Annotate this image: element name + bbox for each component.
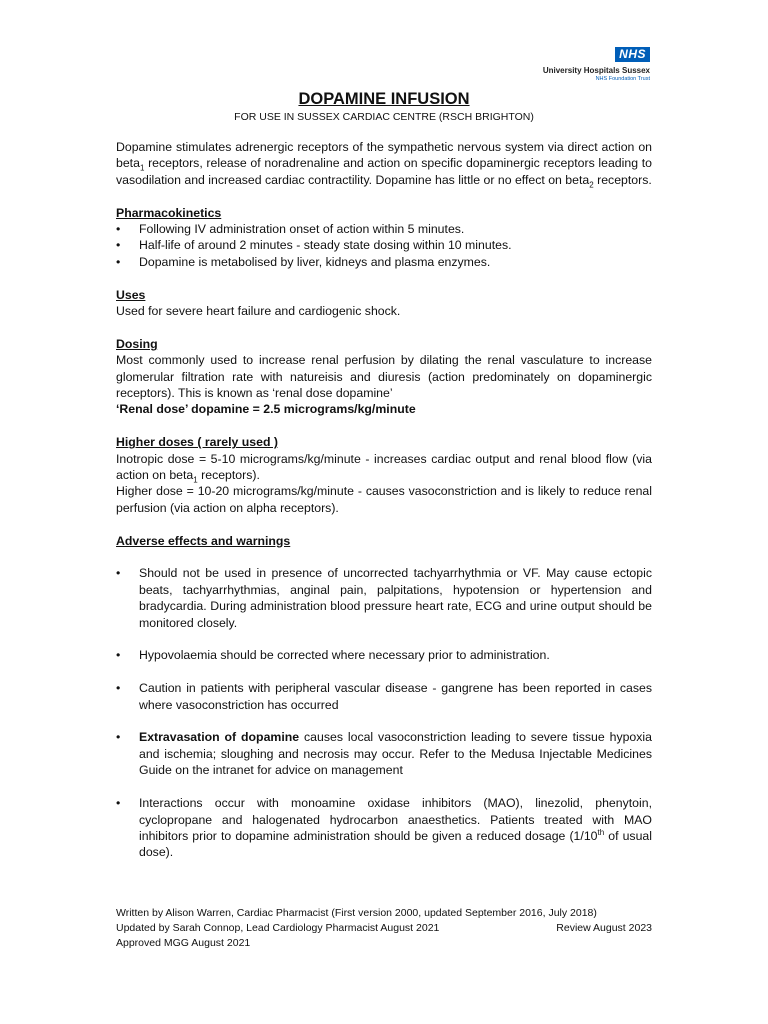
trust-name: University Hospitals Sussex	[542, 66, 650, 75]
dosing-text: Most commonly used to increase renal perfusion by dilating the renal vasculature to increase glomerular filtration rate with natureisis and diuresis (action predominately on dopaminergic receptors). This is known as ‘renal dose dopamine’	[116, 353, 652, 401]
page-subtitle: FOR USE IN SUSSEX CARDIAC CENTRE (RSCH BRIGHTON)	[234, 111, 534, 123]
updated-by: Updated by Sarah Connop, Lead Cardiology Pharmacist August 2021	[116, 922, 440, 934]
list-item: • Extravasation of dopamine causes local vasoconstriction leading to severe tissue hypoxia and ischemia; sloughing and necrosis may occur. Refer to the Medusa Injectable Medicines Guide on the intranet for advice on management	[116, 730, 652, 778]
pharmacokinetics-heading: Pharmacokinetics	[116, 205, 222, 220]
document-footer	[116, 906, 652, 951]
pharmacokinetics-list	[116, 221, 652, 270]
trust-logo	[525, 45, 650, 83]
approved-by: Approved MGG August 2021	[116, 937, 251, 949]
list-item: • Interactions occur with monoamine oxidase inhibitors (MAO), linezolid, phenytoin, cyclopropane and halogenated hydrocarbon anaesthetics. Patients treated with MAO inhibitors prior to dopamine administration should be given a reduced dosage (1/10th of usual dose).	[116, 796, 652, 860]
written-by: Written by Alison Warren, Cardiac Pharmacist (First version 2000, updated September 2016, July 2018)	[116, 907, 597, 919]
review-date: Review August 2023	[556, 922, 652, 934]
list-item: • Should not be used in presence of uncorrected tachyarrhythmia or VF. May cause ectopic beats, tachyarrhythmias, anginal pain, palpitations, hypotension or hypertension and bradycardia. During administration blood pressure heart rate, ECG and urine output should be monitored closely.	[116, 566, 652, 630]
list-item: • Hypovolaemia should be corrected where necessary prior to administration.	[116, 648, 550, 663]
page-title: DOPAMINE INFUSION	[298, 90, 470, 108]
nhs-badge: NHS	[615, 47, 650, 62]
uses-text: Used for severe heart failure and cardiogenic shock.	[116, 304, 401, 319]
intro-paragraph: Dopamine stimulates adrenergic receptors of the sympathetic nervous system via direct action on beta$_1$ receptors, release of noradrenaline and action on specific dopaminergic receptors leading to vasodilation and increased cardiac contractility. Dopamine has little or no effect on beta$_2$ receptors.	[116, 140, 652, 190]
list-item: • Following IV administration onset of action within 5 minutes.	[116, 222, 465, 237]
higher-dose-text: Higher dose = 10-20 micrograms/kg/minute - causes vasoconstriction and is likely to reduce renal perfusion (via action on alpha receptors).	[116, 484, 652, 515]
adverse-heading: Adverse effects and warnings	[116, 533, 291, 548]
list-item: • Caution in patients with peripheral vascular disease - gangrene has been reported in cases where vasoconstriction has occurred	[116, 681, 652, 712]
document-body	[116, 88, 652, 861]
inotropic-dose-text: Inotropic dose = 5-10 micrograms/kg/minute - increases cardiac output and renal blood flow (via action on beta$_1$ receptors).	[116, 451, 652, 485]
dosing-heading: Dosing	[116, 336, 158, 351]
adverse-list	[116, 565, 652, 860]
list-item: • Half-life of around 2 minutes - steady state dosing within 10 minutes.	[116, 238, 512, 253]
trust-subtitle: NHS Foundation Trust	[595, 76, 650, 82]
uses-heading: Uses	[116, 287, 146, 302]
list-item: • Dopamine is metabolised by liver, kidneys and plasma enzymes.	[116, 254, 491, 269]
higher-doses-heading: Higher doses ( rarely used )	[116, 435, 278, 450]
renal-dose-text: ‘Renal dose’ dopamine = 2.5 micrograms/kg/minute	[116, 402, 416, 417]
